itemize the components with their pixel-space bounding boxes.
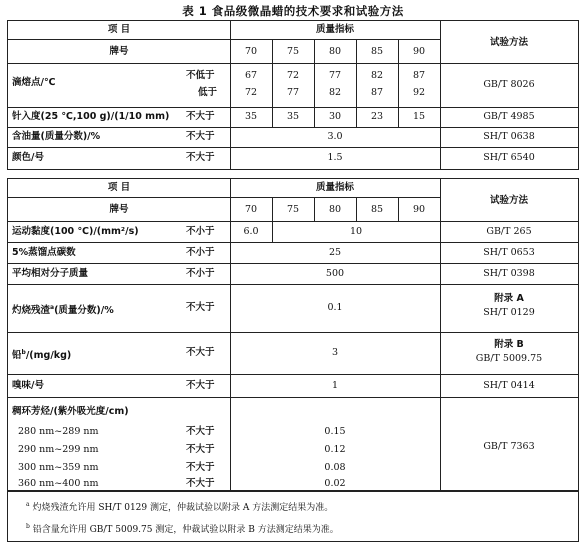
value-cell: 77 [328,70,342,81]
value-cell: 30 [328,111,342,122]
wavelength-range: 300 nm~359 nm [18,462,99,473]
value-cell: 3 [331,347,339,358]
method-cell: SH/T 0638 [483,131,535,142]
value-cell: 0.1 [327,302,343,313]
footnote-b: $^b$ 铅含量允许用 GB/T 5009.75 测定，仲裁试验以附录 B 方法测定结果为准。 [26,523,339,535]
value-cell: 15 [412,111,426,122]
method-cell: SH/T 6540 [483,152,535,163]
table-title: 表 1 食品级微晶蜡的技术要求和试验方法 [182,4,404,18]
limit-text: 不小于 [186,226,215,237]
method-cell: SH/T 0653 [483,247,535,258]
t2-grade: 85 [370,204,384,215]
ash-label: 灼烧残渣$^a$(质量分数)/% [12,304,114,317]
odor-label: 嗅味/号 [12,380,44,391]
value-cell: 0.08 [324,462,346,473]
value-cell: 0.15 [324,426,346,437]
value-cell: 0.12 [324,444,346,455]
method-cell: SH/T 0129 [483,307,535,318]
limit-text: 不大于 [186,302,215,313]
value-cell: 10 [349,226,363,237]
table-footnotes [7,491,579,542]
value-cell: 1 [331,380,339,391]
method-cell: GB/T 4985 [483,111,535,122]
drop-point-label: 滴熔点/℃ [12,77,56,88]
t1-grade: 85 [370,46,384,57]
method-cell: GB/T 7363 [483,441,535,452]
limit-text: 不大于 [186,347,215,358]
method-cell: SH/T 0414 [483,380,535,391]
t2-grade: 90 [412,204,426,215]
value-cell: 87 [370,87,384,98]
t2-grade: 75 [286,204,300,215]
method-cell: GB/T 265 [486,226,532,237]
value-cell: 72 [286,70,300,81]
t1-grade: 80 [328,46,342,57]
method-cell: GB/T 5009.75 [475,353,543,364]
value-cell: 35 [244,111,258,122]
value-cell: 3.0 [327,131,343,142]
value-cell: 23 [370,111,384,122]
value-cell: 92 [412,87,426,98]
limit-text: 不大于 [186,478,215,489]
oil-content-label: 含油量(质量分数)/% [12,131,101,142]
value-cell: 77 [286,87,300,98]
limit-text: 不低于 [186,70,215,81]
limit-text: 不小于 [186,247,215,258]
pah-label: 稠环芳烃/(紫外吸光度/cm) [12,406,129,417]
t2-grade: 70 [244,204,258,215]
footnote-a: $^a$ 灼烧残渣允许用 SH/T 0129 测定，仲裁试验以附录 A 方法测定结果为准。 [26,501,334,513]
t2-method-header: 试验方法 [489,195,528,206]
distillation-label: 5%蒸馏点碳数 [12,247,76,258]
method-cell: GB/T 8026 [483,79,535,90]
t2-grade-label: 牌号 [109,204,129,215]
method-cell: 附录 A [494,293,524,304]
t2-spec-header: 质量指标 [315,182,354,193]
value-cell: 25 [328,247,342,258]
t1-spec-header: 质量指标 [315,24,354,35]
t2-grade: 80 [328,204,342,215]
t1-item-header: 项 目 [107,24,131,35]
t1-grade: 70 [244,46,258,57]
wavelength-range: 280 nm~289 nm [18,426,99,437]
limit-text: 不大于 [186,152,215,163]
color-label: 颜色/号 [12,152,44,163]
value-cell: 0.02 [324,478,346,489]
limit-text: 低于 [198,87,218,98]
method-cell: SH/T 0398 [483,268,535,279]
value-cell: 500 [325,268,345,279]
wavelength-range: 290 nm~299 nm [18,444,99,455]
value-cell: 82 [370,70,384,81]
molecular-weight-label: 平均相对分子质量 [12,268,89,279]
limit-text: 不大于 [186,131,215,142]
value-cell: 6.0 [243,226,259,237]
limit-text: 不大于 [186,380,215,391]
value-cell: 67 [244,70,258,81]
t2-item-header: 项 目 [107,182,131,193]
t1-grade: 90 [412,46,426,57]
penetration-label: 针入度(25 ℃,100 g)/(1/10 mm) [12,111,170,122]
limit-text: 不大于 [186,111,215,122]
limit-text: 不大于 [186,444,215,455]
value-cell: 35 [286,111,300,122]
lead-label: 铅$^b$/(mg/kg) [12,349,72,362]
value-cell: 82 [328,87,342,98]
t1-grade: 75 [286,46,300,57]
t1-method-header: 试验方法 [489,37,528,48]
t1-grade-label: 牌号 [109,46,129,57]
value-cell: 72 [244,87,258,98]
value-cell: 1.5 [327,152,343,163]
viscosity-label: 运动黏度(100 ℃)/(mm²/s) [12,226,139,237]
wavelength-range: 360 nm~400 nm [18,478,99,489]
limit-text: 不大于 [186,462,215,473]
table-2 [7,178,579,491]
method-cell: 附录 B [494,339,524,350]
limit-text: 不小于 [186,268,215,279]
limit-text: 不大于 [186,426,215,437]
value-cell: 87 [412,70,426,81]
table-1 [7,20,579,170]
